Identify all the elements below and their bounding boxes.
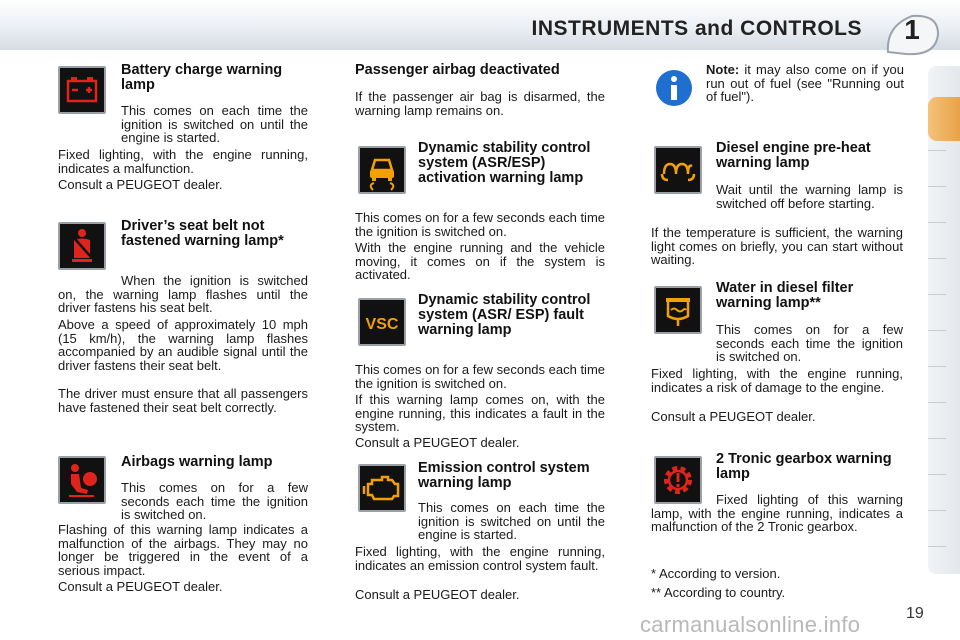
note-body: it may also come on if you run out of fuel (see "Running out of fuel"). [706, 62, 904, 105]
battery-lamp-text: Fixed lighting, with the engine running, indicates a malfunction. [58, 147, 308, 176]
emission-lamp-intro: This comes on each time the ignition is switched on until the engine is started. [418, 500, 605, 543]
seatbelt-lamp-intro: When the ignition is switched on, the warning lamp flashes until the driver fastens his seat belt. [58, 273, 308, 316]
emission-lamp-text: Fixed lighting, with the engine running, indicates an emission control system fault. [355, 544, 605, 573]
rail-divider [928, 474, 946, 475]
rail-divider [928, 402, 946, 403]
preheat-lamp-intro: Wait until the warning lamp is switched off before starting. [716, 182, 903, 211]
rail-divider [928, 438, 946, 439]
water-filter-lamp-text: Fixed lighting, with the engine running, indicates a risk of damage to the engine. [651, 366, 903, 395]
info-icon [654, 68, 694, 108]
rail-divider [928, 366, 946, 367]
rail-divider [928, 294, 946, 295]
rail-divider [928, 222, 946, 223]
emission-lamp-advice: Consult a PEUGEOT dealer. [355, 587, 520, 602]
battery-icon [58, 66, 106, 114]
chapter-tab-active[interactable] [928, 97, 960, 141]
water-filter-icon [654, 286, 702, 334]
battery-lamp-title: Battery charge warning lamp [121, 62, 283, 93]
rail-divider [928, 186, 946, 187]
rail-divider [928, 510, 946, 511]
seatbelt-icon [58, 222, 106, 270]
watermark: carmanualsonline.info [640, 612, 861, 637]
page-title: INSTRUMENTS and CONTROLS [531, 17, 862, 40]
note-label: Note: [706, 62, 740, 77]
preheat-lamp-title: Diesel engine pre-heat warning lamp [716, 140, 871, 171]
gearbox-lamp-intro: Fixed lighting of this warning lamp, with the engine running, indicates a malfunction of the 2 Tronic gearbox. [651, 492, 903, 535]
preheat-lamp-text: If the temperature is sufficient, the warning light comes on briefly, you can start without waiting. [651, 225, 903, 268]
emission-lamp-title: Emission control system warning lamp [418, 460, 590, 491]
water-filter-lamp-title: Water in diesel filter warning lamp** [716, 280, 854, 311]
esp-fault-advice: Consult a PEUGEOT dealer. [355, 435, 520, 450]
seatbelt-lamp-advice: The driver must ensure that all passengers have fastened their seat belt correctly. [58, 386, 308, 415]
rail-divider [928, 150, 946, 151]
water-filter-lamp-advice: Consult a PEUGEOT dealer. [651, 409, 816, 424]
rail-divider [928, 258, 946, 259]
passenger-airbag-title: Passenger airbag deactivated [355, 62, 560, 78]
airbag-icon [58, 456, 106, 504]
glow-plug-icon [654, 146, 702, 194]
esp-activation-text: This comes on for a few seconds each time the ignition is switched on. [355, 210, 606, 239]
esp-activation-title: Dynamic stability control system (ASR/ESP) activation warning lamp [418, 140, 591, 186]
esp-fault-title: Dynamic stability control system (ASR/ ESP) fault warning lamp [418, 292, 591, 338]
seatbelt-lamp-title: Driver’s seat belt not fastened warning lamp* [121, 218, 284, 249]
battery-lamp-intro: This comes on each time the ignition is switched on until the engine is started. [121, 103, 308, 146]
engine-icon [358, 464, 406, 512]
skidding-car-icon [358, 146, 406, 194]
passenger-airbag-text: If the passenger air bag is disarmed, the warning lamp remains on. [355, 89, 605, 118]
airbag-lamp-advice: Consult a PEUGEOT dealer. [58, 579, 223, 594]
chapter-number: 1 [904, 14, 920, 45]
footnote-version: * According to version. [651, 566, 781, 581]
airbag-lamp-text: Flashing of this warning lamp indicates a malfunction of the airbags. They may no longer be triggered in the event of a serious impact. [58, 522, 308, 578]
page-number: 19 [906, 605, 924, 622]
rail-divider [928, 330, 946, 331]
esp-activation-text-2: With the engine running and the vehicle moving, it comes on if the system is activated. [355, 240, 605, 283]
gearbox-lamp-title: 2 Tronic gearbox warning lamp [716, 451, 892, 482]
footnote-country: ** According to country. [651, 585, 786, 600]
water-filter-lamp-intro: This comes on for a few seconds each time the ignition is switched on. [716, 322, 903, 365]
chapter-rail [928, 66, 960, 574]
rail-divider [928, 546, 946, 547]
vsc-icon-label: VSC [365, 316, 399, 333]
battery-lamp-advice: Consult a PEUGEOT dealer. [58, 177, 223, 192]
esp-fault-text: This comes on for a few seconds each time the ignition is switched on. [355, 362, 606, 391]
airbag-lamp-intro: This comes on for a few seconds each time the ignition is switched on. [121, 480, 308, 523]
vsc-icon [358, 298, 406, 346]
seatbelt-lamp-text: Above a speed of approximately 10 mph (15 km/h), the warning lamp flashes accompanied by an audible signal until the driver fastens their seat belt. [58, 317, 308, 373]
note-text [706, 63, 904, 104]
esp-fault-text-2: If this warning lamp comes on, with the engine running, this indicates a fault in the system. [355, 392, 605, 435]
airbag-lamp-title: Airbags warning lamp [121, 454, 273, 470]
